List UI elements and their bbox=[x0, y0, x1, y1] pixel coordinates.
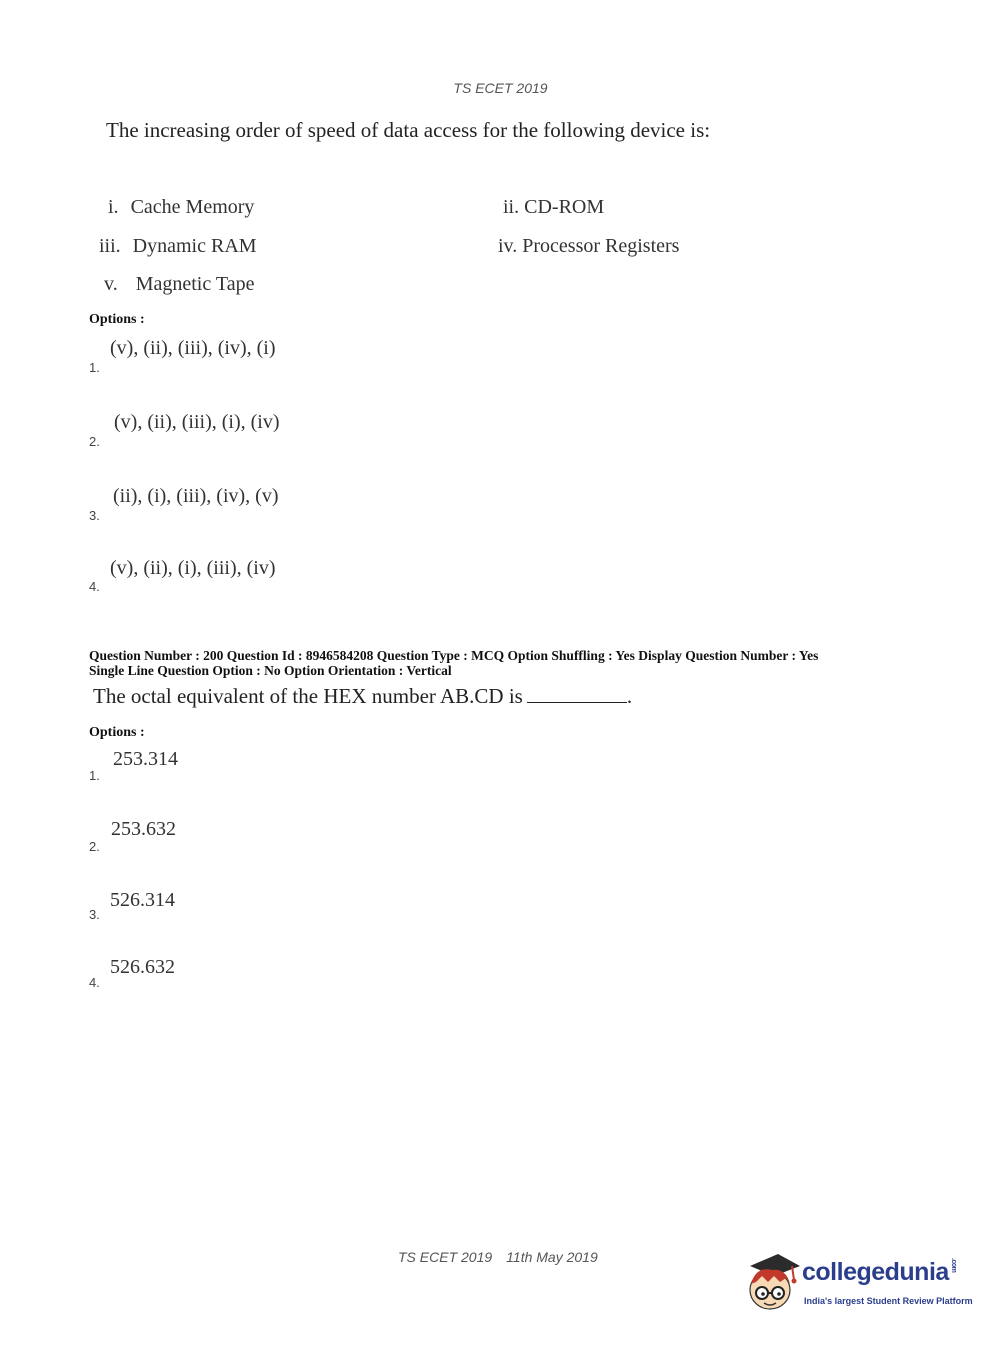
q2-option-2-num: 2. bbox=[89, 839, 100, 854]
question-2-stem: The octal equivalent of the HEX number AB.CD is bbox=[93, 684, 523, 708]
q1-item-iv bbox=[498, 235, 679, 258]
answer-blank bbox=[527, 684, 627, 703]
q2-option-4-text[interactable]: 526.632 bbox=[110, 956, 175, 978]
page-header: TS ECET 2019 bbox=[453, 80, 548, 96]
mascot-icon bbox=[742, 1250, 802, 1320]
question-2-end: . bbox=[626, 684, 633, 708]
q2-option-1-text[interactable]: 253.314 bbox=[113, 748, 178, 770]
q1-option-2-num: 2. bbox=[89, 434, 100, 449]
q1-item-ii bbox=[503, 196, 604, 219]
q1-item-label: Cache Memory bbox=[130, 196, 255, 218]
q1-item-i bbox=[108, 196, 254, 219]
logo-name bbox=[802, 1258, 957, 1287]
q1-option-3-num: 3. bbox=[89, 508, 100, 523]
q1-item-iii bbox=[99, 235, 257, 258]
q1-options-heading: Options : bbox=[89, 312, 145, 327]
q1-item-label: CD-ROM bbox=[524, 196, 605, 218]
q1-item-num: i. bbox=[108, 196, 119, 218]
footer-date: 11th May 2019 bbox=[506, 1249, 598, 1265]
footer-exam: TS ECET 2019 bbox=[398, 1249, 493, 1265]
question-1-text: The increasing order of speed of data access for the following device is: bbox=[106, 118, 711, 142]
q1-option-1-text[interactable]: (v), (ii), (iii), (iv), (i) bbox=[110, 337, 276, 359]
question-2-text bbox=[93, 684, 632, 709]
q1-item-num: iv. bbox=[498, 235, 518, 257]
q1-item-v bbox=[104, 273, 254, 296]
q2-option-3-text[interactable]: 526.314 bbox=[110, 889, 175, 911]
q1-option-3-text[interactable]: (ii), (i), (iii), (iv), (v) bbox=[113, 485, 279, 507]
logo-name-text: collegedunia bbox=[802, 1258, 949, 1286]
q1-option-1-num: 1. bbox=[89, 360, 100, 375]
q1-item-label: Magnetic Tape bbox=[135, 273, 255, 295]
logo-tagline: India's largest Student Review Platform bbox=[804, 1296, 973, 1306]
q2-options-heading: Options : bbox=[89, 725, 145, 740]
q2-option-4-num: 4. bbox=[89, 975, 100, 990]
q2-option-3-num: 3. bbox=[89, 907, 100, 922]
logo-suffix: .com bbox=[949, 1258, 957, 1273]
q1-item-num: v. bbox=[104, 273, 118, 295]
q1-item-num: iii. bbox=[99, 235, 121, 257]
q1-item-label: Dynamic RAM bbox=[132, 235, 257, 257]
q1-option-2-text[interactable]: (v), (ii), (iii), (i), (iv) bbox=[114, 411, 280, 433]
page-footer bbox=[398, 1249, 612, 1265]
q2-option-1-num: 1. bbox=[89, 768, 100, 783]
q2-meta-line-1: Question Number : 200 Question Id : 8946584208 Question Type : MCQ Option Shuffling : Yes Display Question Number : Yes bbox=[89, 648, 819, 663]
q1-option-4-text[interactable]: (v), (ii), (i), (iii), (iv) bbox=[110, 557, 276, 579]
q2-meta-line-2: Single Line Question Option : No Option Orientation : Vertical bbox=[89, 663, 452, 678]
q1-option-4-num: 4. bbox=[89, 579, 100, 594]
q1-item-label: Processor Registers bbox=[522, 235, 680, 257]
collegedunia-logo[interactable] bbox=[742, 1250, 972, 1320]
q1-item-num: ii. bbox=[503, 196, 520, 218]
q2-option-2-text[interactable]: 253.632 bbox=[111, 818, 176, 840]
